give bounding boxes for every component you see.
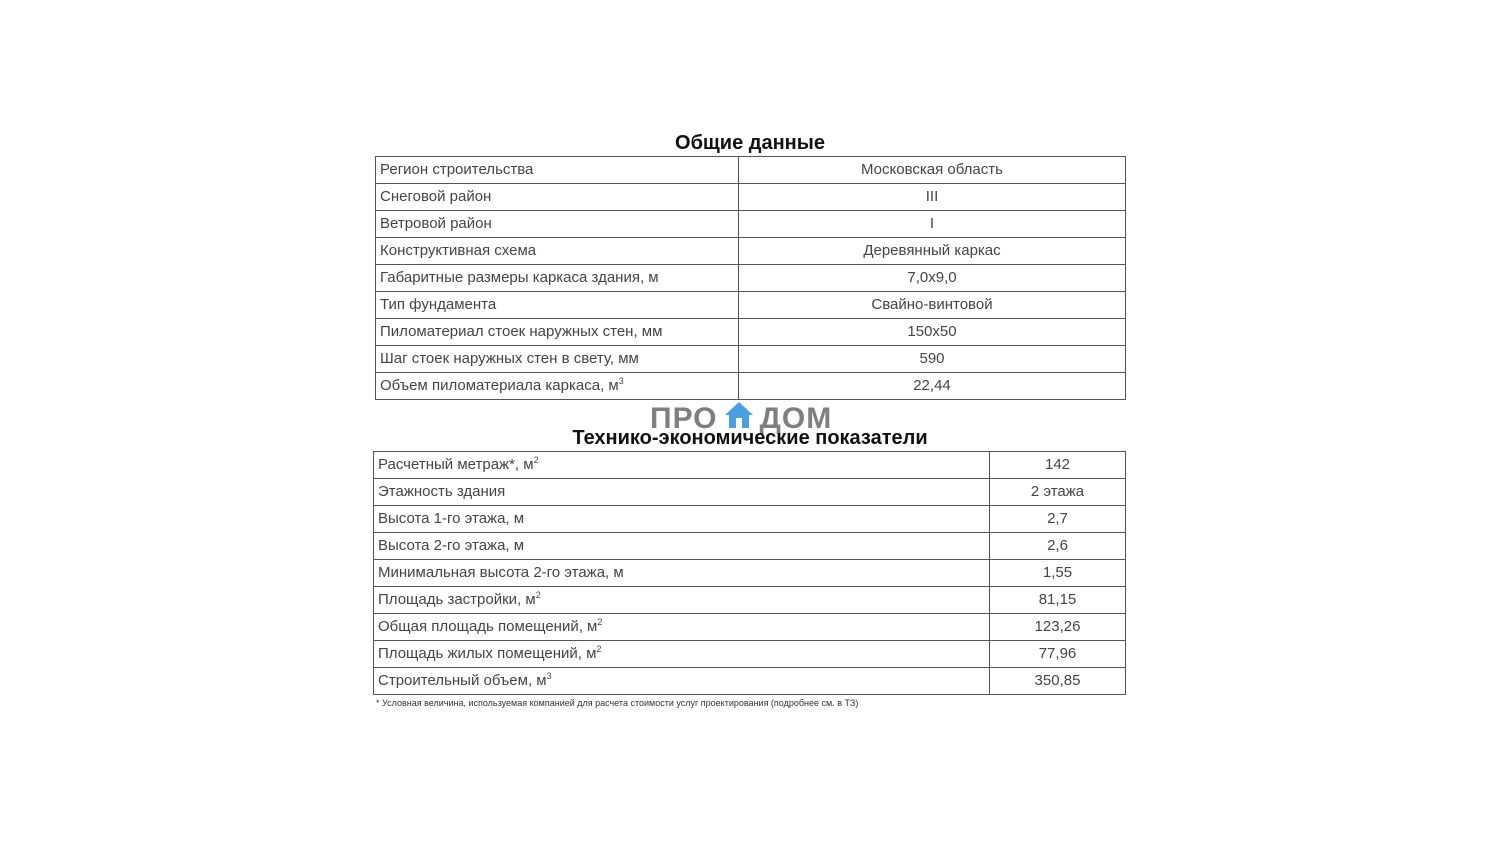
row-label-cell [376,157,739,184]
table-row [376,265,1126,292]
general-data-title: Общие данные [675,132,825,154]
table-row [374,668,1126,695]
row-label-cell [374,560,990,587]
table-row [374,614,1126,641]
row-value: Московская область [739,157,1126,184]
row-label: Габаритные размеры каркаса здания, м [380,269,659,286]
row-label: Высота 1-го этажа, м [378,510,525,527]
row-value: 7,0x9,0 [739,265,1126,292]
row-value: III [739,184,1126,211]
row-value: 142 [990,452,1126,479]
row-label: Площадь жилых помещений, м [378,645,597,662]
general-data-table [375,156,1126,400]
unit-exponent: 2 [533,455,539,465]
row-label: Строительный объем, м [378,672,547,689]
table-row [376,373,1126,400]
unit-exponent: 3 [618,376,624,386]
table-row [374,533,1126,560]
row-value: I [739,211,1126,238]
row-label-cell [376,292,739,319]
row-label-cell [374,533,990,560]
row-label: Общая площадь помещений, м [378,618,598,635]
row-label: Объем пиломатериала каркаса, м [380,377,619,394]
row-value: 81,15 [990,587,1126,614]
row-label: Этажность здания [378,483,506,500]
table-row [376,238,1126,265]
row-label-cell [374,479,990,506]
table-row [374,479,1126,506]
row-label-cell [376,265,739,292]
row-label: Тип фундамента [380,296,497,313]
table-row [374,452,1126,479]
indicators-title: Технико-экономические показатели [572,427,928,449]
row-value: 2 этажа [990,479,1126,506]
row-value: 2,7 [990,506,1126,533]
row-value: 590 [739,346,1126,373]
row-label-cell [376,238,739,265]
table-row [376,184,1126,211]
row-value: 150x50 [739,319,1126,346]
row-value: Свайно-винтовой [739,292,1126,319]
row-label: Минимальная высота 2-го этажа, м [378,564,624,581]
row-label-cell [376,184,739,211]
row-value: Деревянный каркас [739,238,1126,265]
row-label-cell [374,587,990,614]
row-label-cell [374,668,990,695]
table-row [376,346,1126,373]
row-label: Конструктивная схема [380,242,537,259]
footnote: * Условная величина, используемая компанией для расчета стоимости услуг проектирования (подробнее см. в ТЗ) [376,698,859,708]
row-label: Высота 2-го этажа, м [378,537,525,554]
logo-text-left: ПРО [650,402,718,435]
row-label: Площадь застройки, м [378,591,536,608]
logo-text-right: ДОМ [759,402,833,435]
row-label: Расчетный метраж*, м [378,456,534,473]
row-value: 2,6 [990,533,1126,560]
row-value: 77,96 [990,641,1126,668]
unit-exponent: 2 [597,617,603,627]
indicators-table [373,451,1126,695]
row-label-cell [376,211,739,238]
unit-exponent: 3 [546,671,552,681]
row-label: Регион строительства [380,161,534,178]
row-value: 350,85 [990,668,1126,695]
row-value: 123,26 [990,614,1126,641]
row-label: Ветровой район [380,215,492,232]
unit-exponent: 2 [596,644,602,654]
table-row [374,506,1126,533]
table-row [376,157,1126,184]
row-label-cell [374,614,990,641]
table-row [376,319,1126,346]
table-row [374,641,1126,668]
table-row [376,211,1126,238]
row-label-cell [374,641,990,668]
table-row [376,292,1126,319]
row-label-cell [374,452,990,479]
table-row [374,560,1126,587]
row-value: 1,55 [990,560,1126,587]
row-label: Пиломатериал стоек наружных стен, мм [380,323,663,340]
row-label-cell [376,373,739,400]
row-label: Шаг стоек наружных стен в свету, мм [380,350,639,367]
row-label-cell [374,506,990,533]
row-label-cell [376,319,739,346]
row-label: Снеговой район [380,188,492,205]
row-value: 22,44 [739,373,1126,400]
row-label-cell [376,346,739,373]
table-row [374,587,1126,614]
unit-exponent: 2 [535,590,541,600]
